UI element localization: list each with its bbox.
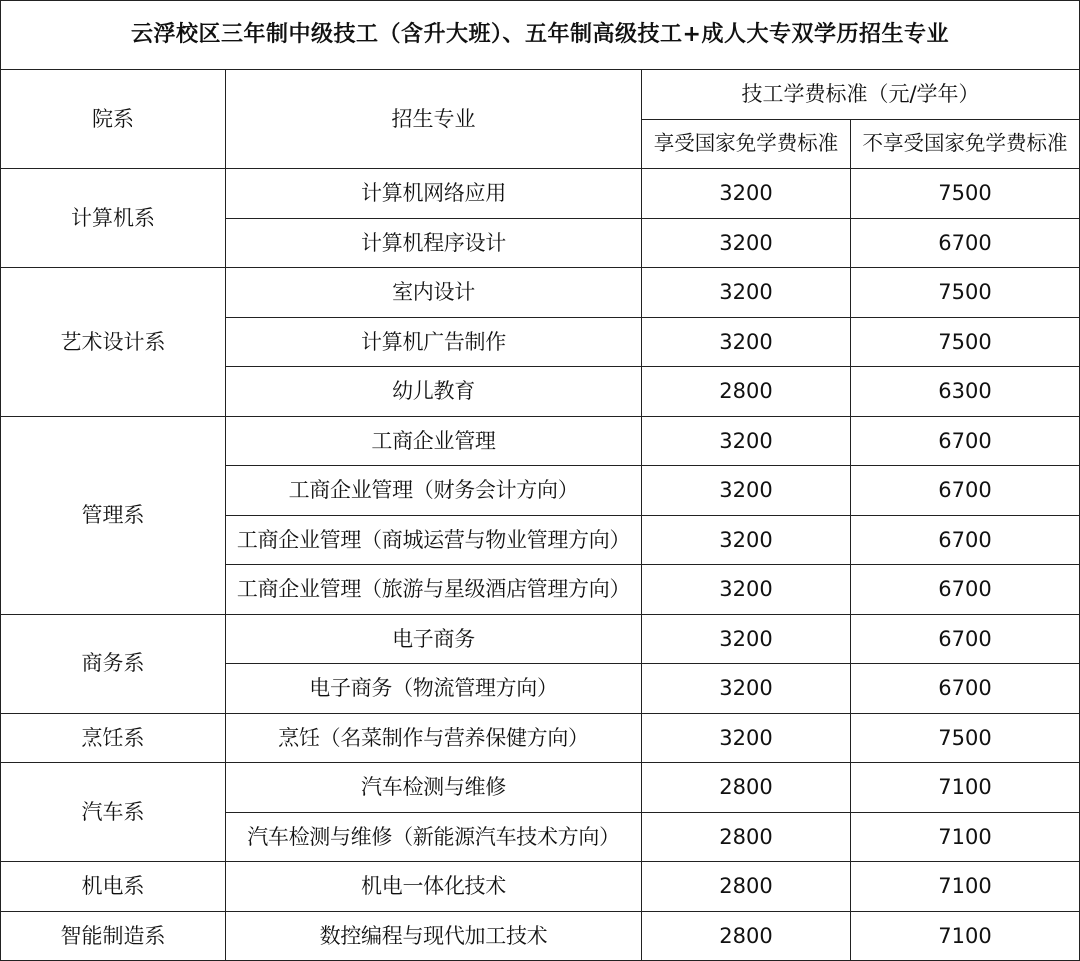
fee-exempt-cell: 3200	[642, 515, 851, 565]
major-cell: 幼儿教育	[226, 367, 642, 417]
fee-exempt-cell: 3200	[642, 317, 851, 367]
department-cell: 管理系	[1, 416, 226, 614]
major-cell: 工商企业管理（财务会计方向）	[226, 466, 642, 516]
department-cell: 智能制造系	[1, 911, 226, 961]
fee-full-cell: 7100	[851, 763, 1080, 813]
fee-exempt-cell: 2800	[642, 367, 851, 417]
department-cell: 计算机系	[1, 169, 226, 268]
table-row	[1, 416, 1080, 466]
fee-full-cell: 6700	[851, 614, 1080, 664]
major-cell: 计算机广告制作	[226, 317, 642, 367]
fee-exempt-cell: 3200	[642, 169, 851, 219]
fee-full-cell: 6700	[851, 466, 1080, 516]
major-cell: 计算机网络应用	[226, 169, 642, 219]
table-row	[1, 713, 1080, 763]
header-fee-group: 技工学费标准（元/学年）	[642, 70, 1080, 120]
major-cell: 室内设计	[226, 268, 642, 318]
fee-exempt-cell: 2800	[642, 763, 851, 813]
major-cell: 烹饪（名菜制作与营养保健方向）	[226, 713, 642, 763]
fee-exempt-cell: 3200	[642, 614, 851, 664]
major-cell: 工商企业管理（商城运营与物业管理方向）	[226, 515, 642, 565]
department-cell: 商务系	[1, 614, 226, 713]
major-cell: 计算机程序设计	[226, 218, 642, 268]
fee-full-cell: 7100	[851, 812, 1080, 862]
header-without-exemption: 不享受国家免学费标准	[851, 119, 1080, 169]
fee-exempt-cell: 3200	[642, 416, 851, 466]
table-body	[1, 1, 1080, 961]
fee-exempt-cell: 2800	[642, 911, 851, 961]
major-cell: 工商企业管理（旅游与星级酒店管理方向）	[226, 565, 642, 615]
header-row-1	[1, 70, 1080, 120]
fee-full-cell: 7100	[851, 911, 1080, 961]
fee-full-cell: 6300	[851, 367, 1080, 417]
major-cell: 数控编程与现代加工技术	[226, 911, 642, 961]
major-cell: 汽车检测与维修	[226, 763, 642, 813]
fee-full-cell: 7100	[851, 862, 1080, 912]
header-department: 院系	[1, 70, 226, 169]
table-row	[1, 169, 1080, 219]
fee-full-cell: 6700	[851, 416, 1080, 466]
fee-full-cell: 7500	[851, 317, 1080, 367]
fee-full-cell: 6700	[851, 515, 1080, 565]
table-title: 云浮校区三年制中级技工（含升大班）、五年制高级技工+成人大专双学历招生专业	[1, 1, 1080, 70]
fee-exempt-cell: 3200	[642, 268, 851, 318]
major-cell: 电子商务（物流管理方向）	[226, 664, 642, 714]
title-row	[1, 1, 1080, 70]
fee-full-cell: 6700	[851, 664, 1080, 714]
table-row	[1, 763, 1080, 813]
fee-exempt-cell: 2800	[642, 862, 851, 912]
header-major: 招生专业	[226, 70, 642, 169]
department-cell: 机电系	[1, 862, 226, 912]
fee-exempt-cell: 3200	[642, 664, 851, 714]
fee-full-cell: 6700	[851, 565, 1080, 615]
major-cell: 汽车检测与维修（新能源汽车技术方向）	[226, 812, 642, 862]
header-with-exemption: 享受国家免学费标准	[642, 119, 851, 169]
fee-exempt-cell: 3200	[642, 713, 851, 763]
fee-exempt-cell: 2800	[642, 812, 851, 862]
fee-full-cell: 7500	[851, 169, 1080, 219]
department-cell: 烹饪系	[1, 713, 226, 763]
fee-full-cell: 7500	[851, 713, 1080, 763]
fee-full-cell: 6700	[851, 218, 1080, 268]
department-cell: 汽车系	[1, 763, 226, 862]
fee-exempt-cell: 3200	[642, 466, 851, 516]
fee-exempt-cell: 3200	[642, 218, 851, 268]
fee-full-cell: 7500	[851, 268, 1080, 318]
major-cell: 机电一体化技术	[226, 862, 642, 912]
department-cell: 艺术设计系	[1, 268, 226, 417]
fee-exempt-cell: 3200	[642, 565, 851, 615]
table-row	[1, 911, 1080, 961]
table-row	[1, 614, 1080, 664]
major-cell: 工商企业管理	[226, 416, 642, 466]
table-row	[1, 268, 1080, 318]
table-row	[1, 862, 1080, 912]
major-cell: 电子商务	[226, 614, 642, 664]
